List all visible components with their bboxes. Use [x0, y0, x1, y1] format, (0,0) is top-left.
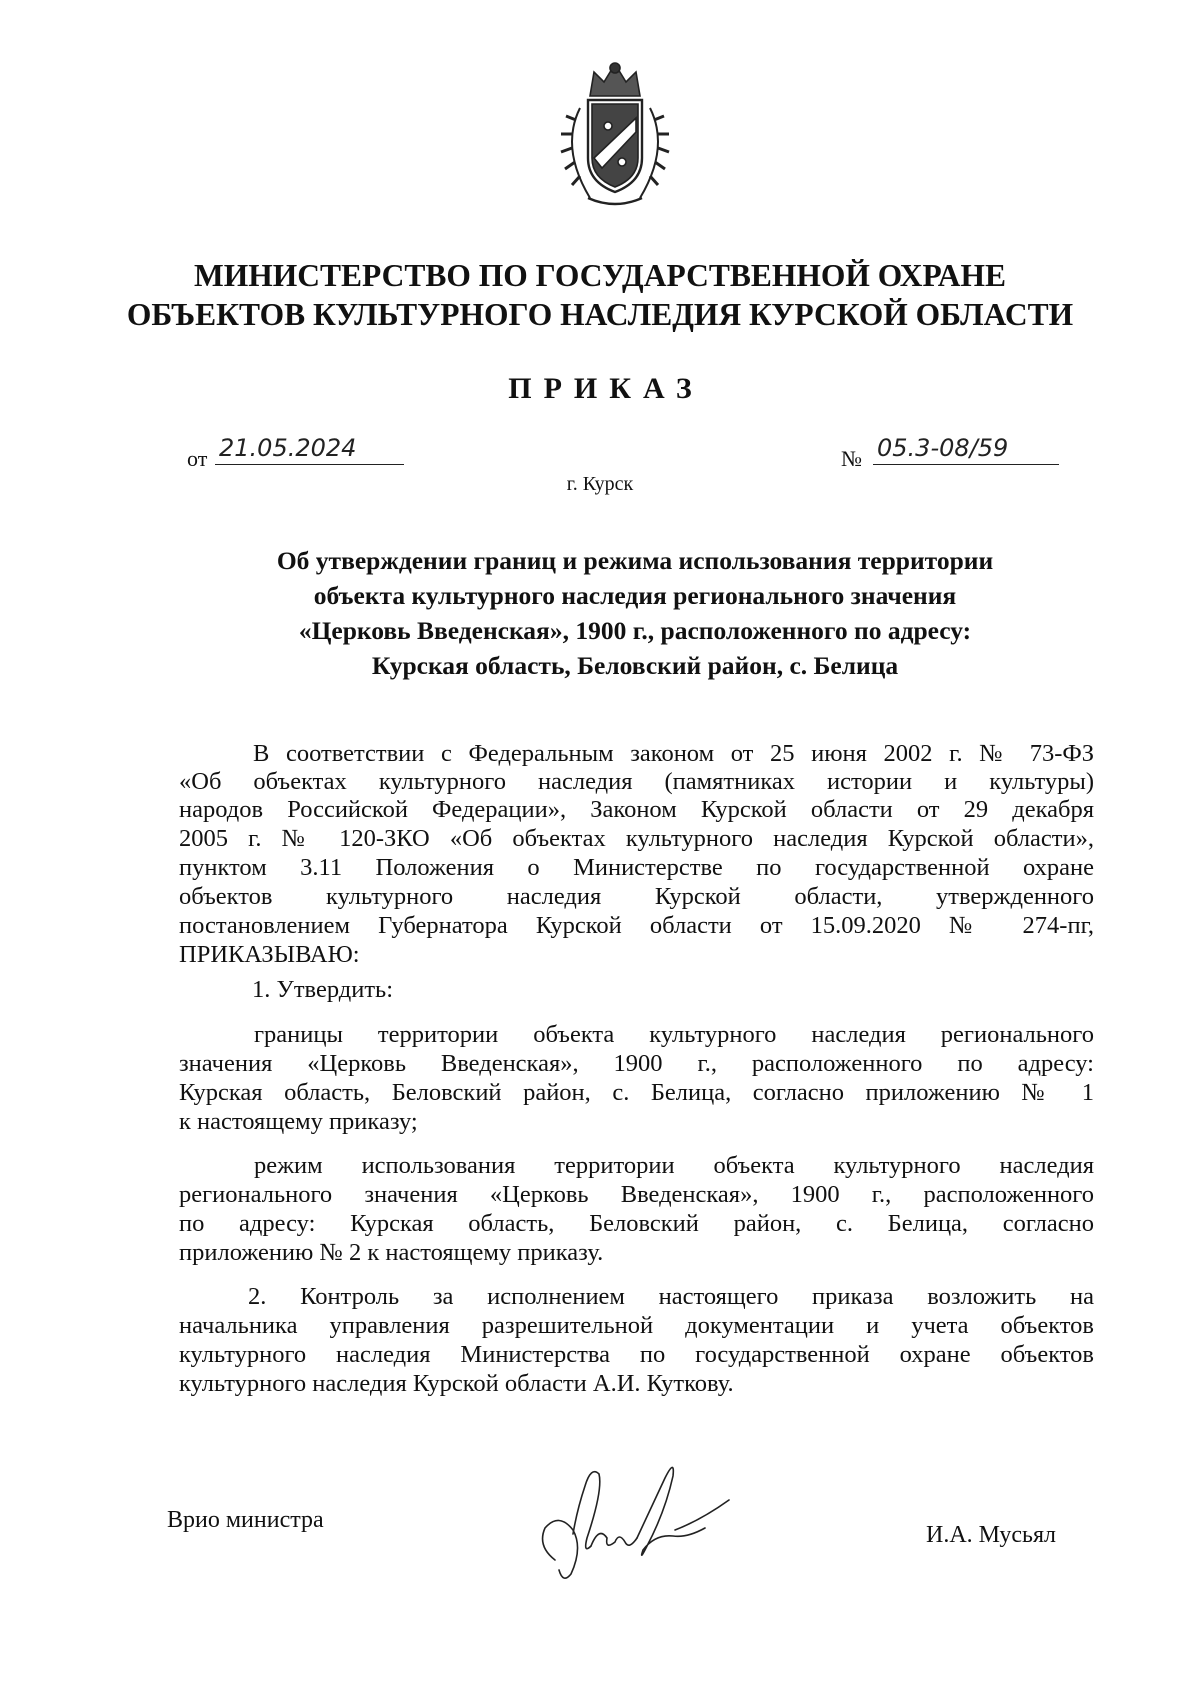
body-line: пунктом 3.11 Положения о Министерстве по государственной охране: [179, 854, 1094, 881]
body-line: режим использования территории объекта культурного наследия: [254, 1152, 1094, 1179]
title-line1: Об утверждении границ и режима использования территории: [276, 546, 994, 575]
body-line: начальника управления разрешительной документации и учета объектов: [179, 1312, 1094, 1339]
body-line: регионального значения «Церковь Введенская», 1900 г., расположенного: [179, 1181, 1094, 1208]
document-type: ПРИКАЗ: [508, 372, 704, 405]
signatory-position: Врио министра: [167, 1507, 324, 1533]
title-line3: «Церковь Введенская», 1900 г., расположенного по адресу:: [298, 616, 972, 645]
body-line: постановлением Губернатора Курской области от 15.09.2020 № 274-пг,: [179, 912, 1094, 939]
body-line: приложению № 2 к настоящему приказу.: [179, 1239, 604, 1266]
coat-of-arms-icon: [542, 58, 688, 212]
title-line2: объекта культурного наследия регионального значения: [313, 581, 957, 610]
body-line: культурного наследия Министерства по государственной охране объектов: [179, 1341, 1094, 1368]
body-line: 2005 г. № 120-ЗКО «Об объектах культурного наследия Курской области»,: [179, 825, 1094, 852]
body-line: народов Российской Федерации», Законом Курской области от 29 декабря: [179, 796, 1094, 823]
title-line4: Курская область, Беловский район, с. Белица: [371, 651, 899, 680]
signatory-name: И.А. Мусьял: [926, 1522, 1057, 1548]
body-line: к настоящему приказу;: [179, 1108, 418, 1135]
number-value: 05.3-08/59: [873, 434, 1059, 465]
ministry-name-line2: ОБЪЕКТОВ КУЛЬТУРНОГО НАСЛЕДИЯ КУРСКОЙ ОБЛАСТИ: [126, 297, 1074, 332]
city: г. Курск: [566, 473, 634, 495]
body-line: «Об объектах культурного наследия (памятниках истории и культуры): [179, 768, 1094, 795]
ministry-name-line1: МИНИСТЕРСТВО ПО ГОСУДАРСТВЕННОЙ ОХРАНЕ: [193, 258, 1007, 293]
date-label: от: [187, 446, 208, 471]
body-line: Курская область, Беловский район, с. Белица, согласно приложению № 1: [179, 1079, 1094, 1106]
date-value: 21.05.2024: [215, 434, 404, 465]
body-line: по адресу: Курская область, Беловский район, с. Белица, согласно: [179, 1210, 1094, 1237]
body-line: объектов культурного наследия Курской области, утвержденного: [179, 883, 1094, 910]
body-line: значения «Церковь Введенская», 1900 г., расположенного по адресу:: [179, 1050, 1094, 1077]
body-line: ПРИКАЗЫВАЮ:: [179, 941, 360, 968]
item-1-heading: 1. Утвердить:: [252, 976, 394, 1003]
body-line: 2. Контроль за исполнением настоящего приказа возложить на: [248, 1283, 1094, 1310]
handwritten-signature-icon: [515, 1442, 735, 1592]
number-label: №: [841, 446, 862, 471]
body-line: границы территории объекта культурного наследия регионального: [254, 1021, 1094, 1048]
body-line: культурного наследия Курской области А.И. Куткову.: [179, 1370, 734, 1397]
body-line: В соответствии с Федеральным законом от 25 июня 2002 г. № 73-ФЗ: [253, 740, 1094, 767]
